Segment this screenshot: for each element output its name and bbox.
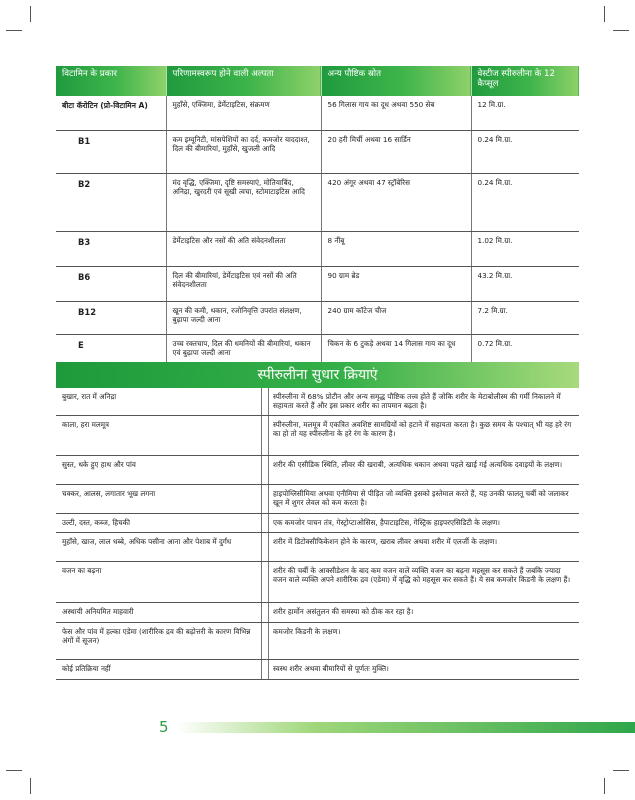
explanation-cell: शरीर में डिटोक्सीफिकेशन होने के कारण, खराब लीवर अथवा शरीर में एलर्जी के लक्षण। [269,533,580,562]
crop-mark [6,770,22,771]
symptom-cell: कोई प्रतिक्रिया नहीं [56,660,262,680]
spirulina-reactions-section [56,362,579,680]
symptom-cell: काला, हरा मलमूत्र [56,416,262,456]
reactions-table [56,388,579,680]
sources-cell: 20 हरी मिर्ची अथवा 16 सार्डिन [321,131,471,174]
deficiency-cell: मंद वृद्धि, एक्जिमा, दृष्टि समस्याएं, मोतियाबिंद, अनिद्रा, खुरदरी एवं सूखी त्वचा, स्टोमाटाइटिस आदि [166,174,321,232]
column-spacer [262,623,269,660]
table-row [56,416,579,456]
crop-mark [613,30,629,31]
vitamin-name: B12 [56,302,166,335]
explanation-cell: हाइपोग्लिसीमिया अथवा एनीमिया से पीड़ित जो व्यक्ति इसको इस्तेमाल करते हैं, यह उनकी फालतू चर्बी को जलाकर खून में शुगर लेवल को कम करता है। [269,485,580,514]
symptom-cell: उल्टी, दस्त, कब्ज, हिचकी [56,514,262,533]
table-row [56,514,579,533]
deficiency-cell: मुहाँसे, एक्जिमा, डेर्मेटाइटिस, संक्रमण [166,96,321,131]
deficiency-cell: डेर्मेटाइटिस और नसों की अति संवेदनशीलता [166,232,321,267]
crop-mark [30,778,31,794]
vitamin-name: बीटा कॅरोटिन (प्रो-विटामिन A) [56,96,166,131]
explanation-cell: कमजोर किडनी के लक्षण। [269,623,580,660]
sources-cell: 56 गिलास गाय का दूध अथवा 550 सेब [321,96,471,131]
explanation-cell: स्पीरुलीना, मलमूत्र में एकत्रित अवशिष्ट सामग्रियों को हटाने में सहायता करता है। कुछ समय के पश्चात् भी यह हरे रंग का हो तो यह स्पीरुलीना के हरे रंग के कारण है। [269,416,580,456]
crop-mark [604,778,605,794]
vitamin-name: B6 [56,267,166,302]
table-row [56,388,579,416]
deficiency-cell: कम इम्यूनिटी, मांसपेशियों का दर्द, कमजोर याददाश्त, दिल की बीमारियां, मुहाँसे, खुजली आदि [166,131,321,174]
explanation-cell: एक कमजोर पाचन तंत्र, गेस्ट्रोप्टाओसिस, हैपाटाइटिस, गेस्ट्रिक हाइपरएसिडिटी के लक्षण। [269,514,580,533]
table-row [56,485,579,514]
amount-cell: 0.24 मि.ग्रा. [471,174,579,232]
table-row [56,267,579,302]
table-row [56,603,579,623]
deficiency-cell: उच्च रक्तचाप, दिल की धमनियों की बीमारियां, थकान एवं बुढ़ापा जल्दी आना [166,335,321,370]
sources-cell: चिकन के 6 टुकड़े अथवा 14 गिलास गाय का दूध [321,335,471,370]
amount-cell: 43.2 मि.ग्रा. [471,267,579,302]
explanation-cell: शरीर हार्मोन असंतुलन की समस्या को ठीक कर रहा है। [269,603,580,623]
symptom-cell: फेस और पांव में हल्का एडेमा (शारीरिक द्रव की बढ़ोत्तरी के कारण विभिन्न अंगों में सूजन) [56,623,262,660]
column-spacer [262,603,269,623]
symptom-cell: अस्थायी अनियमित माहवारी [56,603,262,623]
header-other-sources: अन्य पौष्टिक स्रोत [321,66,471,96]
table-row [56,660,579,680]
explanation-cell: स्पीरुलीना में 68% प्रोटीन और अन्य समृद्ध पौष्टिक तत्त्व होते हैं जोकि शरीर के मेटाबोलीस्म की गर्मी निकालने में सहायता करते हैं और इस प्रकार शरीर का तापमान बढ़ता है। [269,388,580,416]
header-vitamin-type: विटामिन के प्रकार [56,66,166,96]
amount-cell: 12 मि.ग्रा. [471,96,579,131]
sources-cell: 240 ग्राम कॉटेज चीज [321,302,471,335]
table-row [56,131,579,174]
symptom-cell: मुहाँसे, खाज, लाल धब्बे, अधिक पसीना आना और पेशाब में दुर्गंध [56,533,262,562]
vitamin-name: B3 [56,232,166,267]
vitamin-name: E [56,335,166,370]
explanation-cell: स्वस्थ शरीर अथवा बीमारियों से पूर्णतः मुक्ति। [269,660,580,680]
column-spacer [262,562,269,603]
table-row [56,302,579,335]
crop-mark [613,770,629,771]
deficiency-cell: दिल की बीमारियां, डेर्मेटाइटिस एवं नसों की अति संवेदनशीलता [166,267,321,302]
amount-cell: 0.24 मि.ग्रा. [471,131,579,174]
symptom-cell: बुखार, रात में अनिद्रा [56,388,262,416]
amount-cell: 0.72 मि.ग्रा. [471,335,579,370]
footer-gradient-bar [176,722,635,733]
column-spacer [262,533,269,562]
explanation-cell: शरीर की एसीडिक स्थिति, लीवर की खराबी, अत्यधिक थकान अथवा पहले खाई गई अत्यधिक दवाइयों के लक्षण। [269,456,580,485]
vitamin-table [56,66,579,370]
section-title-banner: स्पीरुलीना सुधार क्रियाएं [56,362,579,388]
table-row [56,232,579,267]
sources-cell: 8 नींबू [321,232,471,267]
crop-mark [30,6,31,22]
page-number: 5 [159,718,169,736]
column-spacer [262,514,269,533]
symptom-cell: वजन का बढ़ना [56,562,262,603]
table-row [56,96,579,131]
vitamin-name: B1 [56,131,166,174]
vitamin-table-header [56,66,579,96]
explanation-cell: शरीर की चर्बी के आक्सीडेशन के बाद कम वजन वाले व्यक्ति वजन का बढ़ना महसूस कर सकते हैं जबकि ज्यादा वजन वाले व्यक्ति अपने शारीरिक द्रव (एडेमा) में वृद्धि को महसूस कर सकते हैं। ये सब कमजोर किडनी के लक्षण हैं। [269,562,580,603]
crop-mark [604,6,605,22]
symptom-cell: सुस्त, थके हुए हाथ और पांव [56,456,262,485]
table-row [56,562,579,603]
column-spacer [262,660,269,680]
vitamin-name: B2 [56,174,166,232]
header-deficiency: परिणामस्वरूप होने वाली अल्पता [166,66,321,96]
table-row [56,456,579,485]
symptom-cell: चक्कर, आलस, लगातार भूख लगना [56,485,262,514]
column-spacer [262,485,269,514]
sources-cell: 90 ग्राम ब्रेड [321,267,471,302]
column-spacer [262,456,269,485]
table-row [56,533,579,562]
column-spacer [262,416,269,456]
amount-cell: 7.2 मि.ग्रा. [471,302,579,335]
sources-cell: 420 अंगूर अथवा 47 स्ट्रॉबेरिस [321,174,471,232]
deficiency-cell: खून की कमी, थकान, रजोनिवृत्ति उपरांत संलक्षण, बुढ़ापा जल्दी आना [166,302,321,335]
amount-cell: 1.02 मि.ग्रा. [471,232,579,267]
header-spirulina-amount: वेस्टीज स्पीरुलीना के 12 कैप्सूल [471,66,579,96]
column-spacer [262,388,269,416]
crop-mark [6,30,22,31]
table-row [56,623,579,660]
table-row [56,174,579,232]
